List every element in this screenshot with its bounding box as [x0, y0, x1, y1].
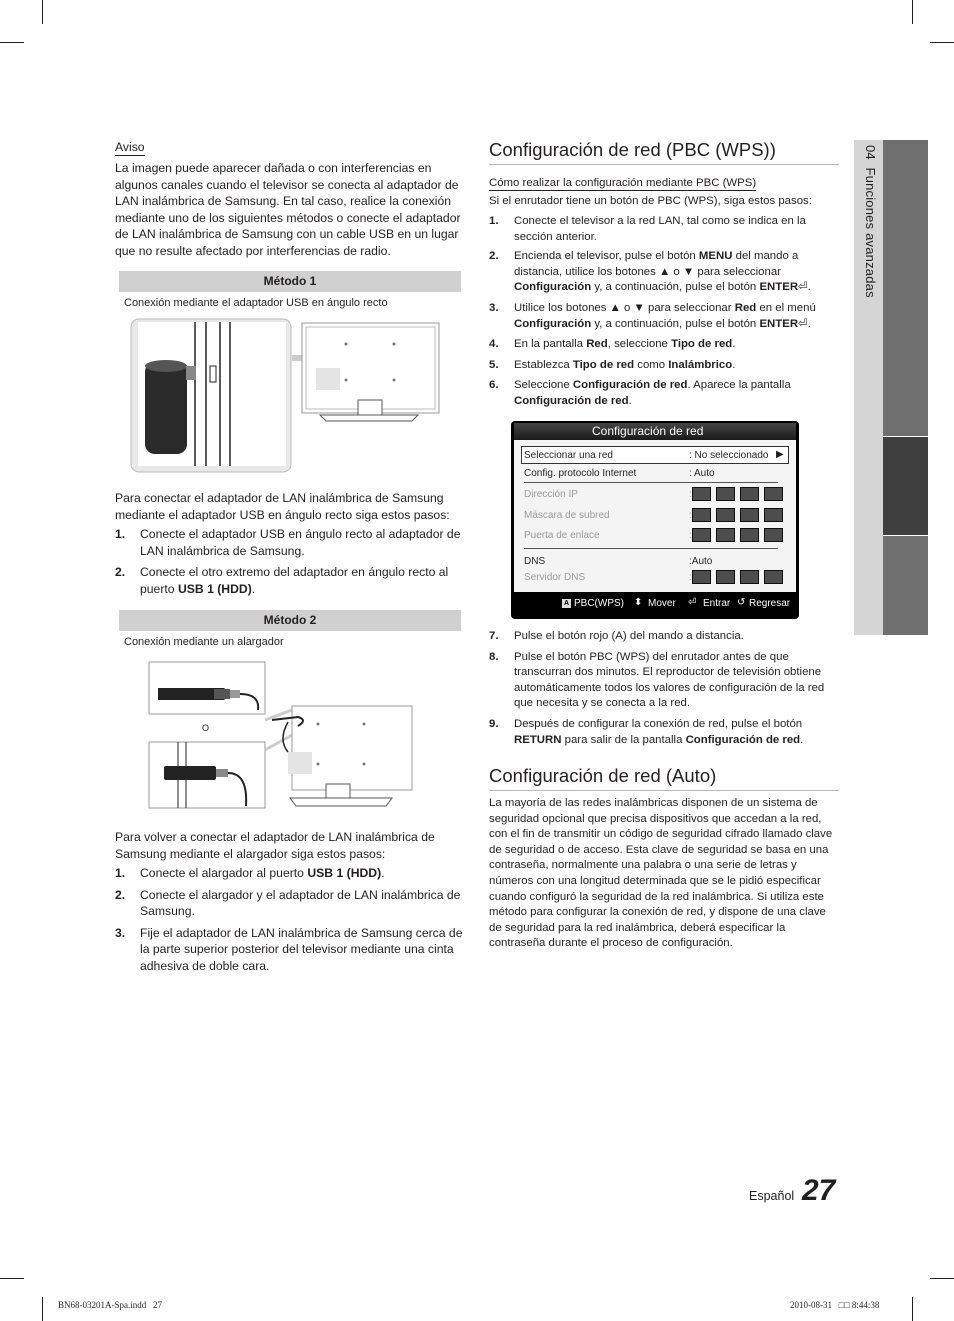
- step-text: .: [800, 733, 804, 746]
- list-item: [115, 526, 465, 559]
- side-tab-block: [883, 140, 928, 436]
- method2-caption: Conexión mediante un alargador: [124, 636, 284, 648]
- step-text: .: [732, 338, 736, 351]
- method2-steps: [115, 865, 465, 975]
- step-text: En la pantalla: [514, 338, 587, 351]
- pbc-intro: Si el enrutador tiene un botón de PBC (WPS), siga estos pasos:: [489, 195, 812, 207]
- pbc-label: PBC(WPS): [574, 598, 624, 609]
- screen-title: Configuración de red: [514, 423, 796, 440]
- subnet-mask-label: Máscara de subred: [524, 510, 610, 521]
- step-number: 1.: [115, 527, 126, 541]
- protocol-value: : Auto: [689, 468, 715, 479]
- return-key: RETURN: [514, 733, 562, 746]
- dns-server-label: Servidor DNS: [524, 572, 586, 583]
- select-network-value: : No seleccionado: [689, 450, 769, 461]
- print-file-info: BN68-03201A-Spa.indd 27: [58, 1300, 162, 1310]
- ip-colon: :: [689, 489, 692, 500]
- list-item: [489, 214, 834, 245]
- menu-name: Configuración: [514, 281, 592, 294]
- step-text: y, a continuación, pulse el botón: [591, 281, 760, 294]
- enter-icon: ⏎.: [798, 281, 811, 294]
- step-text: Conecte el alargador al puerto: [140, 866, 308, 880]
- list-item: [115, 865, 465, 882]
- divider: [524, 482, 778, 483]
- list-item: [489, 717, 839, 748]
- step-text-end: .: [381, 866, 385, 880]
- step-text: y, a continuación, pulse el botón: [591, 317, 760, 330]
- arrow-right-icon: ▶: [776, 449, 784, 460]
- method1-intro: Para conectar el adaptador de LAN inalámbrica de Samsung mediante el adaptador USB en ángulo recto siga estos pasos:: [115, 491, 450, 522]
- port-name: USB 1 (HDD): [177, 581, 252, 596]
- menu-name: Configuración: [514, 317, 592, 330]
- chapter-name: Funciones avanzadas: [863, 167, 878, 298]
- method1-illustration: [130, 318, 442, 474]
- footer-language: Español: [749, 1189, 795, 1203]
- ip-address-label: Dirección IP: [524, 489, 578, 500]
- enter-label: Entrar: [703, 598, 731, 609]
- menu-name: Tipo de red: [572, 358, 635, 371]
- chapter-title: [858, 145, 878, 298]
- step-text: para salir de la pantalla: [561, 733, 686, 746]
- step-text: . Aparece la pantalla: [687, 379, 791, 392]
- list-item: [489, 650, 839, 712]
- a-key-icon: A: [563, 600, 570, 607]
- move-label: Mover: [648, 598, 676, 609]
- crop-mark: [930, 42, 954, 43]
- list-item: [489, 378, 834, 409]
- list-item: [489, 249, 834, 296]
- step-text: Establezca: [514, 358, 573, 371]
- list-item: [115, 925, 465, 975]
- auto-heading: Configuración de red (Auto): [489, 765, 839, 791]
- method1-caption: Conexión mediante el adaptador USB en ángulo recto: [124, 297, 388, 309]
- menu-name: Red: [586, 338, 608, 351]
- method2-illustration: [148, 660, 414, 812]
- pbc-steps-1: [489, 214, 834, 410]
- pbc-steps-2: [489, 629, 839, 748]
- aviso-text: La imagen puede aparecer dañada o con interferencias en algunos canales cuando el televisor se conecta al adaptador de LAN inalámbrica de Samsung. En tal caso, realice la conexión mediante uno de los siguientes métodos o conecte el adaptador de LAN inalámbrica de Samsung con un cable USB en un lugar que no resulte afectado por interferencias de radio.: [115, 161, 461, 258]
- step-number: 7.: [489, 630, 499, 642]
- menu-name: Configuración de red: [514, 394, 629, 407]
- crop-mark: [912, 0, 913, 24]
- step-number: 6.: [489, 379, 499, 392]
- pbc-heading: Configuración de red (PBC (WPS)): [489, 139, 839, 165]
- enter-key: ENTER: [759, 281, 799, 294]
- menu-name: Configuración de red: [685, 733, 801, 746]
- gateway-label: Puerta de enlace: [524, 530, 600, 541]
- list-item: [489, 629, 839, 645]
- dns-server-field: [692, 570, 783, 584]
- crop-mark: [930, 1278, 954, 1279]
- step-text: Seleccione: [514, 379, 573, 392]
- step-number: 9.: [489, 717, 499, 730]
- print-date-info: 2010-08-31 □□ 8:44:38: [790, 1300, 880, 1310]
- step-text: Conecte el otro extremo del adaptador en ángulo recto al puerto: [140, 565, 449, 596]
- side-tab-block: [883, 536, 928, 635]
- step-text: Conecte el adaptador USB en ángulo recto al adaptador de LAN inalámbrica de Samsung.: [140, 527, 461, 558]
- menu-name: Inalámbrico: [668, 358, 733, 371]
- method2-bar: Método 2: [119, 610, 461, 631]
- crop-mark: [0, 42, 24, 43]
- step-text: Después de configurar la conexión de red, pulse el botón: [514, 717, 803, 730]
- return-label: Regresar: [749, 598, 791, 609]
- step-text: Conecte el televisor a la red LAN, tal como se indica en la sección anterior.: [514, 215, 806, 243]
- crop-mark: [42, 1297, 43, 1321]
- step-text: Pulse el botón rojo (A) del mando a distancia.: [514, 630, 744, 642]
- step-number: 8.: [489, 650, 499, 663]
- step-number: 1.: [489, 215, 499, 227]
- step-number: 3.: [489, 301, 499, 314]
- method2-intro: Para volver a conectar el adaptador de LAN inalámbrica de Samsung mediante el alargador siga estos pasos:: [115, 830, 435, 861]
- step-text: como: [634, 358, 669, 371]
- step-number: 2.: [115, 565, 126, 580]
- dns-server-colon: :: [689, 572, 692, 583]
- step-number: 1.: [115, 866, 126, 880]
- select-network-label: Seleccionar una red: [524, 450, 613, 461]
- network-settings-screen: [511, 421, 799, 619]
- step-number: 2.: [115, 887, 126, 902]
- step-text: Utilice los botones ▲ o ▼ para seleccionar: [514, 301, 735, 314]
- menu-name: Tipo de red: [671, 338, 733, 351]
- list-item: [489, 301, 834, 332]
- chapter-number: 04: [863, 145, 878, 160]
- aviso-title: Aviso: [115, 140, 145, 154]
- list-item: [489, 358, 834, 374]
- menu-name: Configuración de red: [572, 379, 688, 392]
- step-text: en el menú: [756, 301, 816, 314]
- dns-value: :Auto: [689, 556, 713, 567]
- crop-mark: [42, 0, 43, 24]
- crop-mark: [0, 1278, 24, 1279]
- step-text: Encienda el televisor, pulse el botón: [514, 250, 699, 263]
- crop-mark: [912, 1297, 913, 1321]
- step-number: 5.: [489, 358, 499, 371]
- method1-bar: Método 1: [119, 271, 461, 292]
- port-name: USB 1 (HDD): [307, 866, 382, 880]
- list-item: [115, 564, 465, 597]
- list-item: [115, 887, 465, 920]
- method1-steps: [115, 526, 465, 597]
- step-text: Fije el adaptador de LAN inalámbrica de Samsung cerca de la parte superior posterior del televisor mediante una cinta adhesiva de doble cara.: [140, 925, 463, 973]
- gateway-field: [692, 528, 783, 542]
- return-icon: ↺: [737, 597, 746, 608]
- side-tab-block-active: [883, 437, 928, 535]
- step-text: .: [732, 358, 736, 371]
- step-text-end: .: [251, 581, 256, 596]
- or-label: O: [202, 723, 210, 733]
- auto-text: La mayoría de las redes inalámbricas disponen de un sistema de seguridad opcional que precisa dispositivos que accedan a la red, con el fin de transmitir un código de seguridad cifrado llamado clave de seguridad o de acceso. Esta clave de seguridad se basa en una contraseña, normalmente una palabra o una serie de letras y números con una longitud determinada que se le pidió especificar cuando configuró la seguridad de la red inalámbrica. Si utiliza este método para configurar la conexión de red, y dispone de una clave de seguridad para la red inalámbrica, deberá especificar la contraseña durante el proceso de configuración.: [489, 797, 833, 950]
- step-text: .: [628, 394, 632, 407]
- move-icon: ⬍: [634, 597, 643, 608]
- enter-key: ENTER: [759, 317, 799, 330]
- step-number: 2.: [489, 250, 499, 263]
- step-text: Conecte el alargador y el adaptador de LAN inalámbrica de Samsung.: [140, 887, 461, 919]
- dns-label: DNS: [524, 556, 546, 567]
- enter-icon: ⏎.: [798, 317, 811, 330]
- enter-icon: ⏎: [688, 597, 697, 608]
- step-text: Pulse el botón PBC (WPS) del enrutador antes de que transcurran dos minutos. El reproductor de televisión obtiene automáticamente todos los valores de configuración de la red que necesita y se conecta a la red.: [514, 650, 825, 710]
- pbc-subheading: Cómo realizar la configuración mediante PBC (WPS): [489, 177, 757, 189]
- mask-colon: :: [689, 510, 692, 521]
- list-item: [489, 337, 834, 353]
- step-number: 3.: [115, 925, 126, 940]
- page-number: 27: [802, 1174, 836, 1207]
- menu-name: Red: [734, 301, 757, 314]
- step-text: del mando a distancia, utilice los botones ▲ o ▼ para seleccionar: [514, 250, 799, 278]
- gateway-colon: :: [689, 530, 692, 541]
- screen-body: [514, 440, 796, 592]
- screen-footer: [511, 594, 799, 616]
- ip-address-field: [692, 487, 783, 501]
- step-text: , seleccione: [607, 338, 672, 351]
- subnet-mask-field: [692, 508, 783, 522]
- divider: [524, 548, 778, 549]
- protocol-label: Config. protocolo Internet: [524, 468, 637, 479]
- step-number: 4.: [489, 338, 499, 351]
- menu-key: MENU: [698, 250, 733, 263]
